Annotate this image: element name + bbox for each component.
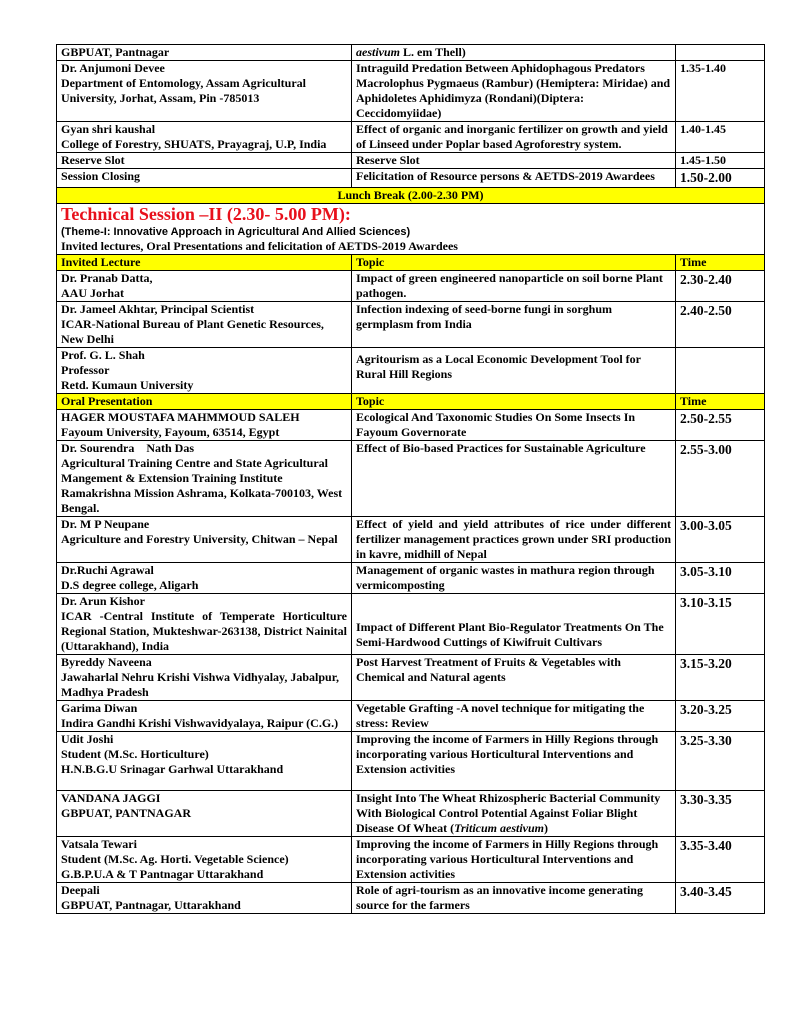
time-cell: 3.30-3.35 (676, 791, 765, 837)
table-row (57, 655, 765, 701)
table-row (57, 517, 765, 563)
presenter-cell: Gyan shri kaushal College of Forestry, SHUATS, Prayagraj, U.P, India (57, 122, 352, 153)
topic-cell: Improving the income of Farmers in Hilly Regions through incorporating various Horticultural Interventions and Extension activities (352, 732, 676, 791)
table-row (57, 837, 765, 883)
table-row (57, 348, 765, 394)
presenter-cell: Udit Joshi Student (M.Sc. Horticulture) H.N.B.G.U Srinagar Garhwal Uttarakhand (57, 732, 352, 791)
topic-cell: Ecological And Taxonomic Studies On Some Insects In Fayoum Governorate (352, 410, 676, 441)
session-subtitle: Invited lectures, Oral Presentations and felicitation of AETDS-2019 Awardees (61, 239, 458, 253)
topic-cell: Effect of organic and inorganic fertilizer on growth and yield of Linseed under Poplar based Agroforestry system. (352, 122, 676, 153)
presenter-cell: Dr. Arun Kishor ICAR -Central Institute of Temperate Horticulture Regional Station, Mukteshwar-263138, District Nainital (Uttarakhand), India (57, 594, 352, 655)
table-row (57, 791, 765, 837)
presenter-cell: Reserve Slot (57, 153, 352, 169)
closing-time: 1.50-2.00 (676, 169, 765, 188)
lunch-break-label: Lunch Break (2.00-2.30 PM) (57, 188, 765, 204)
presenter-cell: Byreddy Naveena Jawaharlal Nehru Krishi Vishwa Vidhyalay, Jabalpur, Madhya Pradesh (57, 655, 352, 701)
table-row (57, 563, 765, 594)
invited-header-row (57, 255, 765, 271)
oral-presentation-heading: Oral Presentation (57, 394, 352, 410)
presenter-cell: Prof. G. L. Shah Professor Retd. Kumaun University (57, 348, 352, 394)
table-row (57, 441, 765, 517)
presenter-cell: Dr. Sourendra Nath Das Agricultural Training Centre and State Agricultural Mangement & Extension Training Institute Ramakrishna Mission Ashrama, Kolkata-700103, West Bengal. (57, 441, 352, 517)
oral-header-row (57, 394, 765, 410)
table-row (57, 45, 765, 61)
time-cell: 2.55-3.00 (676, 441, 765, 517)
topic-heading: Topic (352, 394, 676, 410)
time-cell: 1.45-1.50 (676, 153, 765, 169)
topic-cell: Impact of Different Plant Bio-Regulator Treatments On The Semi-Hardwood Cuttings of Kiwifruit Cultivars (352, 594, 676, 655)
presenter-cell: GBPUAT, Pantnagar (57, 45, 352, 61)
session-closing-row (57, 169, 765, 188)
presenter-cell: Dr. Jameel Akhtar, Principal Scientist ICAR-National Bureau of Plant Genetic Resources, New Delhi (57, 302, 352, 348)
table-row (57, 122, 765, 153)
topic-cell: Impact of green engineered nanoparticle on soil borne Plant pathogen. (352, 271, 676, 302)
table-row (57, 271, 765, 302)
presenter-cell: Dr. Pranab Datta, AAU Jorhat (57, 271, 352, 302)
table-row (57, 153, 765, 169)
topic-cell: Intraguild Predation Between Aphidophagous Predators Macrolophus Pygmaeus (Rambur) (Hemiptera: Miridae) and Aphidoletes Aphidimyza (Rondani)(Diptera: Ceccidomyiidae) (352, 61, 676, 122)
table-row (57, 61, 765, 122)
presenter-cell: VANDANA JAGGI GBPUAT, PANTNAGAR (57, 791, 352, 837)
topic-cell: Vegetable Grafting -A novel technique for mitigating the stress: Review (352, 701, 676, 732)
time-cell: 3.35-3.40 (676, 837, 765, 883)
topic-cell: Improving the income of Farmers in Hilly Regions through incorporating various Horticultural Interventions and Extension activities (352, 837, 676, 883)
topic-cell: Infection indexing of seed-borne fungi in sorghum germplasm from India (352, 302, 676, 348)
table-row (57, 701, 765, 732)
time-cell: 2.30-2.40 (676, 271, 765, 302)
time-cell (676, 348, 765, 394)
time-heading: Time (676, 394, 765, 410)
topic-cell: Insight Into The Wheat Rhizospheric Bacterial Community With Biological Control Potential Against Foliar Blight Disease Of Wheat (Triticum aestivum) (352, 791, 676, 837)
topic-cell: aestivum L. em Thell) (352, 45, 676, 61)
topic-cell: Post Harvest Treatment of Fruits & Vegetables with Chemical and Natural agents (352, 655, 676, 701)
session-closing-label: Session Closing (57, 169, 352, 188)
closing-topic: Felicitation of Resource persons & AETDS-2019 Awardees (352, 169, 676, 188)
time-cell: 3.15-3.20 (676, 655, 765, 701)
time-cell: 3.40-3.45 (676, 883, 765, 914)
session-header (57, 204, 765, 255)
presenter-cell: Dr. M P Neupane Agriculture and Forestry University, Chitwan – Nepal (57, 517, 352, 563)
table-row (57, 594, 765, 655)
presenter-cell: Dr. Anjumoni Devee Department of Entomology, Assam Agricultural University, Jorhat, Assam, Pin -785013 (57, 61, 352, 122)
topic-cell: Role of agri-tourism as an innovative income generating source for the farmers (352, 883, 676, 914)
lunch-break-row (57, 188, 765, 204)
schedule-table (56, 44, 765, 914)
time-cell: 3.25-3.30 (676, 732, 765, 791)
time-cell: 1.35-1.40 (676, 61, 765, 122)
time-cell: 3.05-3.10 (676, 563, 765, 594)
table-row (57, 732, 765, 791)
table-row (57, 883, 765, 914)
topic-heading: Topic (352, 255, 676, 271)
time-cell: 2.50-2.55 (676, 410, 765, 441)
topic-cell: Management of organic wastes in mathura region through vermicomposting (352, 563, 676, 594)
time-cell: 3.10-3.15 (676, 594, 765, 655)
presenter-cell: Vatsala Tewari Student (M.Sc. Ag. Horti. Vegetable Science) G.B.P.U.A & T Pantnagar Uttarakhand (57, 837, 352, 883)
time-cell (676, 45, 765, 61)
presenter-cell: Deepali GBPUAT, Pantnagar, Uttarakhand (57, 883, 352, 914)
topic-cell: Reserve Slot (352, 153, 676, 169)
presenter-cell: Dr.Ruchi Agrawal D.S degree college, Aligarh (57, 563, 352, 594)
session-theme: (Theme-I: Innovative Approach in Agricultural And Allied Sciences) (61, 226, 411, 238)
time-cell: 1.40-1.45 (676, 122, 765, 153)
invited-lecture-heading: Invited Lecture (57, 255, 352, 271)
time-heading: Time (676, 255, 765, 271)
presenter-cell: HAGER MOUSTAFA MAHMMOUD SALEH Fayoum University, Fayoum, 63514, Egypt (57, 410, 352, 441)
time-cell: 3.20-3.25 (676, 701, 765, 732)
table-row (57, 302, 765, 348)
topic-cell: Agritourism as a Local Economic Development Tool for Rural Hill Regions (352, 348, 676, 394)
time-cell: 2.40-2.50 (676, 302, 765, 348)
session-title: Technical Session –II (2.30- 5.00 PM): (61, 204, 351, 224)
topic-cell: Effect of yield and yield attributes of rice under different fertilizer management practices grown under SRI production in kavre, midhill of Nepal (352, 517, 676, 563)
presenter-cell: Garima Diwan Indira Gandhi Krishi Vishwavidyalaya, Raipur (C.G.) (57, 701, 352, 732)
session-header-row (57, 204, 765, 255)
time-cell: 3.00-3.05 (676, 517, 765, 563)
table-row (57, 410, 765, 441)
topic-cell: Effect of Bio-based Practices for Sustainable Agriculture (352, 441, 676, 517)
